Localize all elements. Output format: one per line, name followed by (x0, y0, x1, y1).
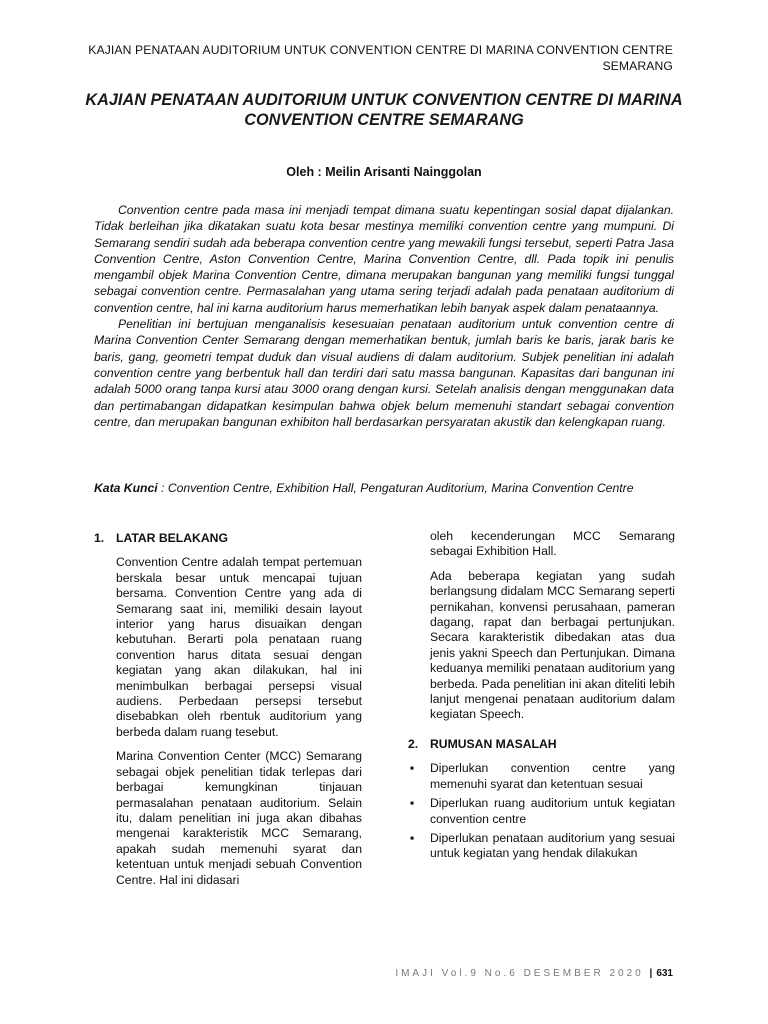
bullet-icon: ▪ (410, 830, 415, 845)
running-header: KAJIAN PENATAAN AUDITORIUM UNTUK CONVENTION CENTRE DI MARINA CONVENTION CENTRE SEMARANG (88, 43, 673, 73)
keywords-text: : Convention Centre, Exhibition Hall, Pengaturan Auditorium, Marina Convention Centre (157, 481, 634, 495)
list-item (408, 796, 675, 827)
section-number: 2. (408, 736, 419, 751)
body-paragraph: oleh kecenderungan MCC Semarang sebagai Exhibition Hall. (430, 529, 675, 559)
paper-title: KAJIAN PENATAAN AUDITORIUM UNTUK CONVENTION CENTRE DI MARINA CONVENTION CENTRE SEMARANG (85, 91, 683, 129)
list-item (408, 831, 675, 862)
body-paragraph: Marina Convention Center (MCC) Semarang sebagai objek penelitian tidak terlepas dari berbagai kemungkinan tinjauan permasalahan penataan auditorium. Selain itu, dalam penelitian ini juga akan dibahas mengenai karakteristik MCC Semarang, apakah sudah memenuhi syarat dan ketentuan untuk menjadi sebuah Convention Centre. Hal ini didasari (116, 749, 362, 887)
abstract-paragraph: Penelitian ini bertujuan menganalisis kesesuaian penataan auditorium untuk convention centre di Marina Convention Center Semarang dengan memerhatikan bentuk, jumlah baris ke baris, jarak baris ke baris, gang, geometri tempat duduk dan visual audiens di dalam auditorium. Subjek penelitian ini adalah convention centre yang berbentuk hall dan terdiri dari satu massa bangunan. Kapasitas dari bangunan ini adalah 5000 orang tanpa kursi atau 3000 orang dengan kursi. Setelah analisis dengan menggunakan data dan pertimabangan didapatkan kesimpulan bahwa objek belum memenuhi standart sebagai convention centre, dan merupakan bangunan exhibiton hall berdasarkan persyaratan akustik dan kelengkapan ruang. (94, 317, 674, 429)
page-number: 631 (656, 968, 673, 979)
list-item-text: Diperlukan convention centre yang memenuhi syarat dan ketentuan sesuai (430, 761, 675, 791)
page-footer (395, 968, 673, 979)
footer-separator: | (649, 968, 653, 979)
list-item (408, 761, 675, 792)
body-paragraph: Convention Centre adalah tempat pertemuan berskala besar untuk mencapai tujuan bersama. Convention Centre yang ada di Semarang saat ini, memiliki desain layout interior yang harus disuaikan dengan kebutuhan. Berarti pola penataan ruang convention harus ditata sesuai dengan kegiatan yang akan dilakukan, hal ini menimbulkan berbagai persepsi visual audiens. Perbedaan persepsi tersebut disebabkan oleh rbentuk auditorium yang berbeda dalam ruang tesebut. (116, 555, 362, 739)
bullet-icon: ▪ (410, 761, 415, 776)
list-item-text: Diperlukan penataan auditorium yang sesuai untuk kegiatan yang hendak dilakukan (430, 830, 675, 861)
bullet-icon: ▪ (410, 796, 415, 811)
abstract-paragraph: Convention centre pada masa ini menjadi tempat dimana suatu kepentingan sosial dapat dijalankan. Tidak berleihan jika dikatakan suatu kota besar mestinya memiliki convention centre yang mumpuni. Di Semarang sendiri sudah ada beberapa convention centre yang mewakili fungsi tersebut, seperti Patra Jasa Convention Centre, Aston Convention Centre, Marina Convention Centre, dll. Pada topik ini penulis mengambil objek Marina Convention Centre, dimana merupakan bangunan yang memiliki fungsi tunggal sebagai convention centre. Permasalahan yang utama sering terjadi adalah pada penataan auditorium di convention centre, hal ini karna auditorium harus memerhatikan lebih banyak aspek dalam penataannya. (94, 203, 674, 315)
section-heading (94, 531, 362, 546)
journal-info: IMAJI Vol.9 No.6 DESEMBER 2020 (395, 968, 644, 979)
keywords (94, 481, 694, 495)
list-item-text: Diperlukan ruang auditorium untuk kegiatan convention centre (430, 796, 675, 826)
body-paragraph: Ada beberapa kegiatan yang sudah berlangsung didalam MCC Semarang seperti pernikahan, konvensi perusahaan, pameran dagang, rapat dan berbagai pertunjukan. Secara karakteristik dibedakan atas dua jenis yakni Speech dan Pertunjukan. Dimana keduanya memiliki penataan auditorium yang berbeda. Pada penelitian ini akan diteliti lebih lanjut mengenai penataan auditorium dalam kegiatan Speech. (430, 568, 675, 722)
bullet-list (408, 761, 675, 861)
keywords-label: Kata Kunci (94, 481, 158, 495)
abstract (94, 202, 674, 430)
section-title: RUMUSAN MASALAH (430, 736, 557, 751)
section-number: 1. (94, 531, 105, 545)
author-line: Oleh : Meilin Arisanti Nainggolan (286, 165, 482, 179)
right-column (408, 529, 675, 866)
section-title: LATAR BELAKANG (116, 531, 228, 545)
left-column (94, 531, 362, 897)
section-heading (408, 737, 675, 752)
